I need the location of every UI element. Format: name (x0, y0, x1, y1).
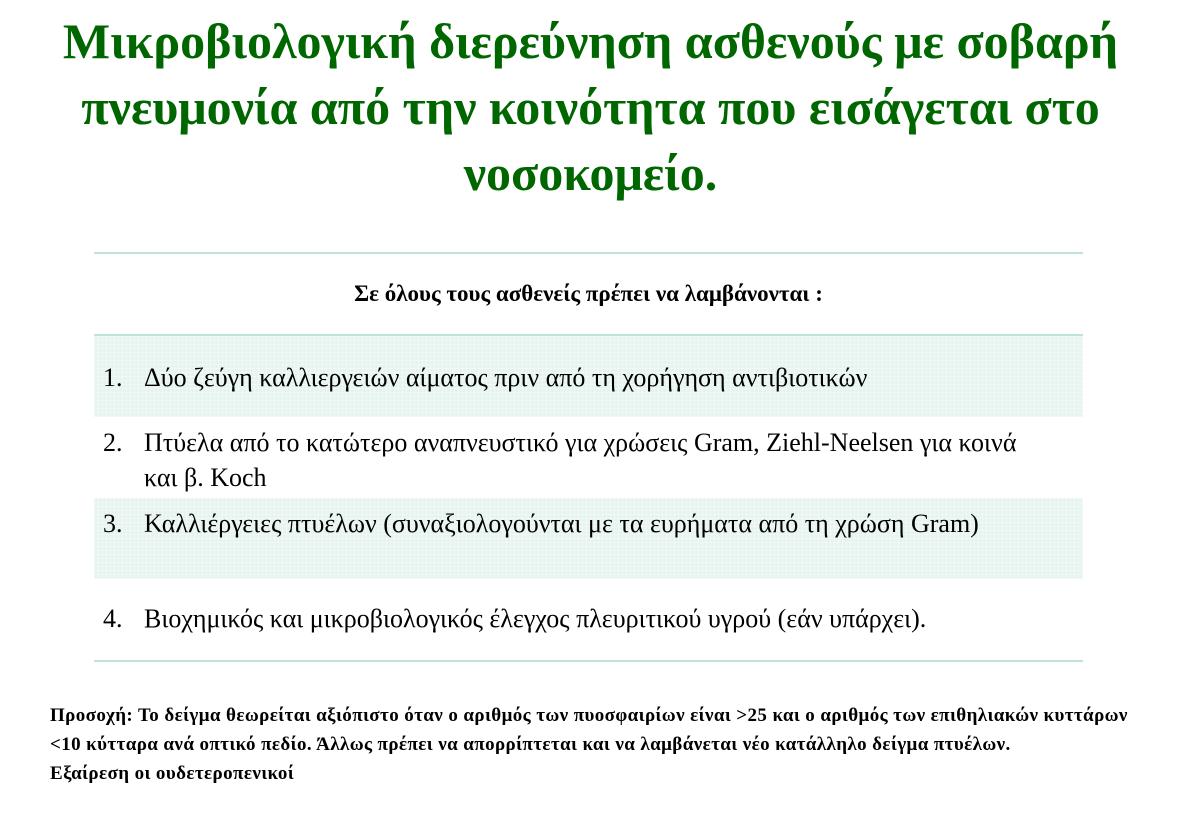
item-text: Καλλιέργειες πτυέλων (συναξιολογούνται με τα ευρήματα από τη χρώση Gram) (144, 509, 979, 538)
page-title: Μικροβιολογική διερεύνηση ασθενούς με σοβαρή πνευμονία από την κοινότητα που εισάγεται στο νοσοκομείο. (62, 13, 1119, 201)
warning-text: Προσοχή: Το δείγμα θεωρείται αξιόπιστο όταν ο αριθμός των πυοσφαιρίων είναι >25 και ο αριθμός των επιθηλιακών κυττάρων <10 κύτταρα ανά οπτικό πεδίο. Άλλως πρέπει να απορρίπτεται και να λαμβάνεται νέο κατάλληλο δείγμα πτυέλων. (50, 705, 1128, 755)
specimens-table (94, 252, 1083, 662)
list-item (94, 336, 1083, 417)
list-item (94, 579, 1083, 660)
item-text: Βιοχημικός και μικροβιολογικός έλεγχος πλευριτικού υγρού (εάν υπάρχει). (144, 604, 927, 633)
item-text: Δύο ζεύγη καλλιεργειών αίματος πριν από τη χορήγηση αντιβιοτικών (144, 363, 868, 392)
item-number: 1. (103, 363, 123, 392)
item-number: 4. (103, 604, 123, 633)
list-item (94, 417, 1083, 498)
item-number: 3. (103, 509, 123, 538)
table-header: Σε όλους τους ασθενείς πρέπει να λαμβάνονται : (94, 254, 1083, 336)
exception-text: Εξαίρεση οι ουδετεροπενικοί (50, 763, 295, 784)
warning-note (50, 701, 1150, 788)
list-item (94, 498, 1083, 579)
item-number: 2. (103, 428, 123, 457)
item-text: Πτύελα από το κατώτερο αναπνευστικό για χρώσεις Gram, Ziehl-Neelsen για κοινά και β. Koch (144, 428, 1017, 492)
